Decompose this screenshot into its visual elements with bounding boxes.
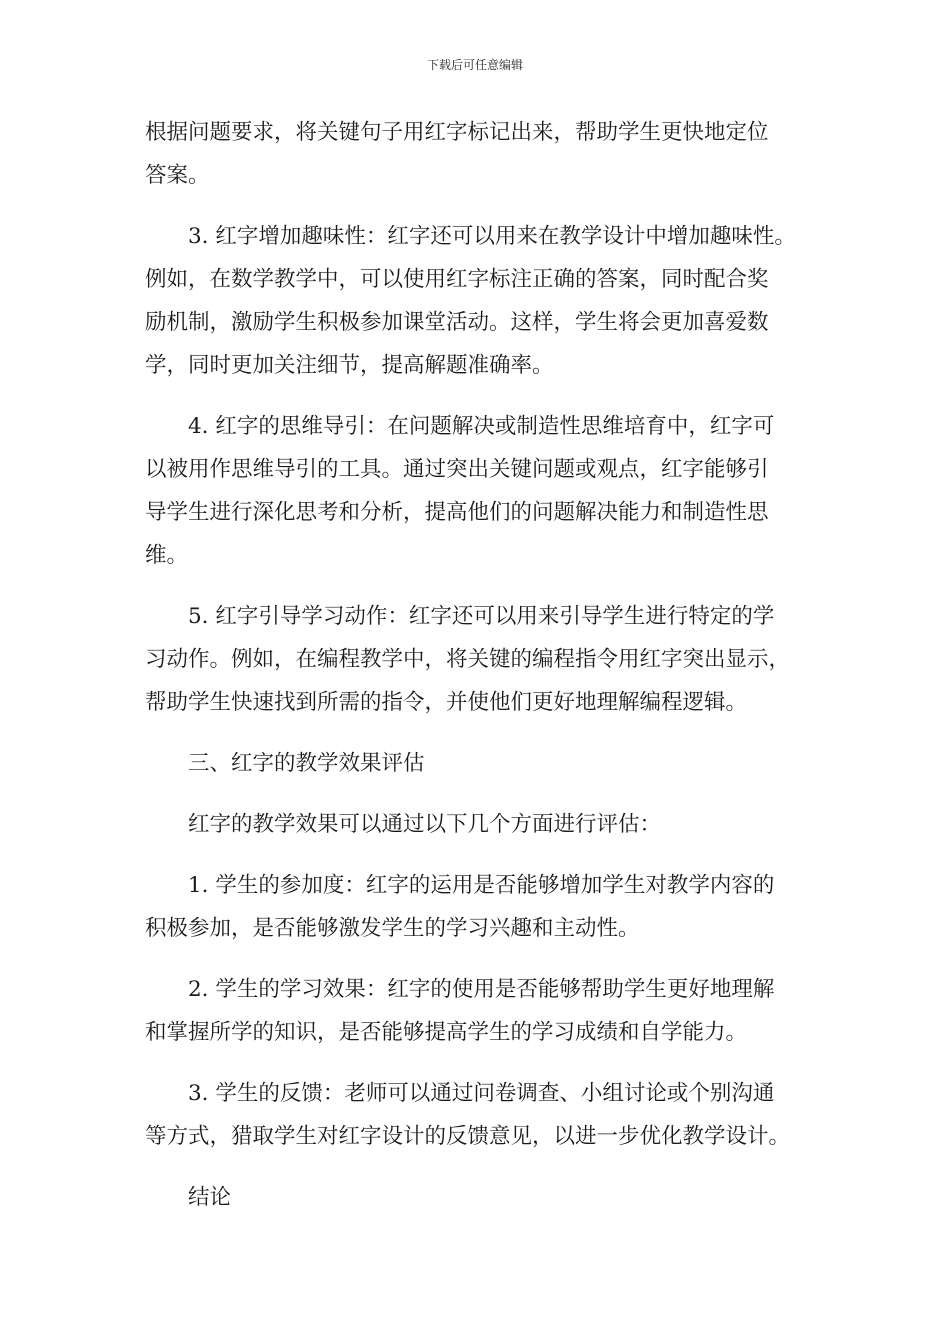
text-line: 5. 红字引导学习动作：红字还可以用来引导学生进行特定的学 [188,604,775,629]
paragraph-2 [145,215,825,387]
text-line: 励机制，激励学生积极参加课堂活动。这样，学生将会更加喜爱数 [145,310,769,335]
page-header-note: 下载后可任意编辑 [426,58,523,72]
text-line: 积极参加，是否能够激发学生的学习兴趣和主动性。 [145,916,640,941]
text-line: 三、红字的教学效果评估 [188,751,425,776]
paragraph-3 [145,405,825,577]
text-line: 等方式，猎取学生对红字设计的反馈意见，以进一步优化教学设计。 [145,1124,791,1149]
text-line: 例如，在数学教学中，可以使用红字标注正确的答案，同时配合奖 [145,267,769,292]
text-line: 1. 学生的参加度：红字的运用是否能够增加学生对教学内容的 [188,873,775,898]
text-line: 帮助学生快速找到所需的指令，并使他们更好地理解编程逻辑。 [145,690,748,715]
paragraph-5 [145,803,825,846]
paragraph-4 [145,595,825,724]
paragraph-7 [145,968,825,1054]
document-body [145,111,825,1237]
conclusion-heading [145,1176,825,1219]
paragraph-1 [145,111,825,197]
text-line: 3. 红字增加趣味性：红字还可以用来在教学设计中增加趣味性。 [188,224,796,249]
text-line: 2. 学生的学习效果：红字的使用是否能够帮助学生更好地理解 [188,977,775,1002]
text-line: 学，同时更加关注细节，提高解题准确率。 [145,353,554,378]
text-line: 以被用作思维导引的工具。通过突出关键问题或观点，红字能够引 [145,457,769,482]
paragraph-8 [145,1072,825,1158]
text-line: 红字的教学效果可以通过以下几个方面进行评估： [188,812,662,837]
text-line: 4. 红字的思维导引：在问题解决或制造性思维培育中，红字可 [188,414,775,439]
text-line: 维。 [145,543,189,568]
text-line: 习动作。例如，在编程教学中，将关键的编程指令用红字突出显示， [145,647,791,672]
text-line: 答案。 [145,163,210,188]
paragraph-6 [145,864,825,950]
text-line: 结论 [188,1185,232,1210]
text-line: 根据问题要求，将关键句子用红字标记出来，帮助学生更快地定位 [145,120,769,145]
text-line: 导学生进行深化思考和分析，提高他们的问题解决能力和制造性思 [145,500,769,525]
text-line: 3. 学生的反馈：老师可以通过问卷调查、小组讨论或个别沟通 [188,1081,775,1106]
text-line: 和掌握所学的知识，是否能够提高学生的学习成绩和自学能力。 [145,1020,748,1045]
section-heading [145,742,825,785]
